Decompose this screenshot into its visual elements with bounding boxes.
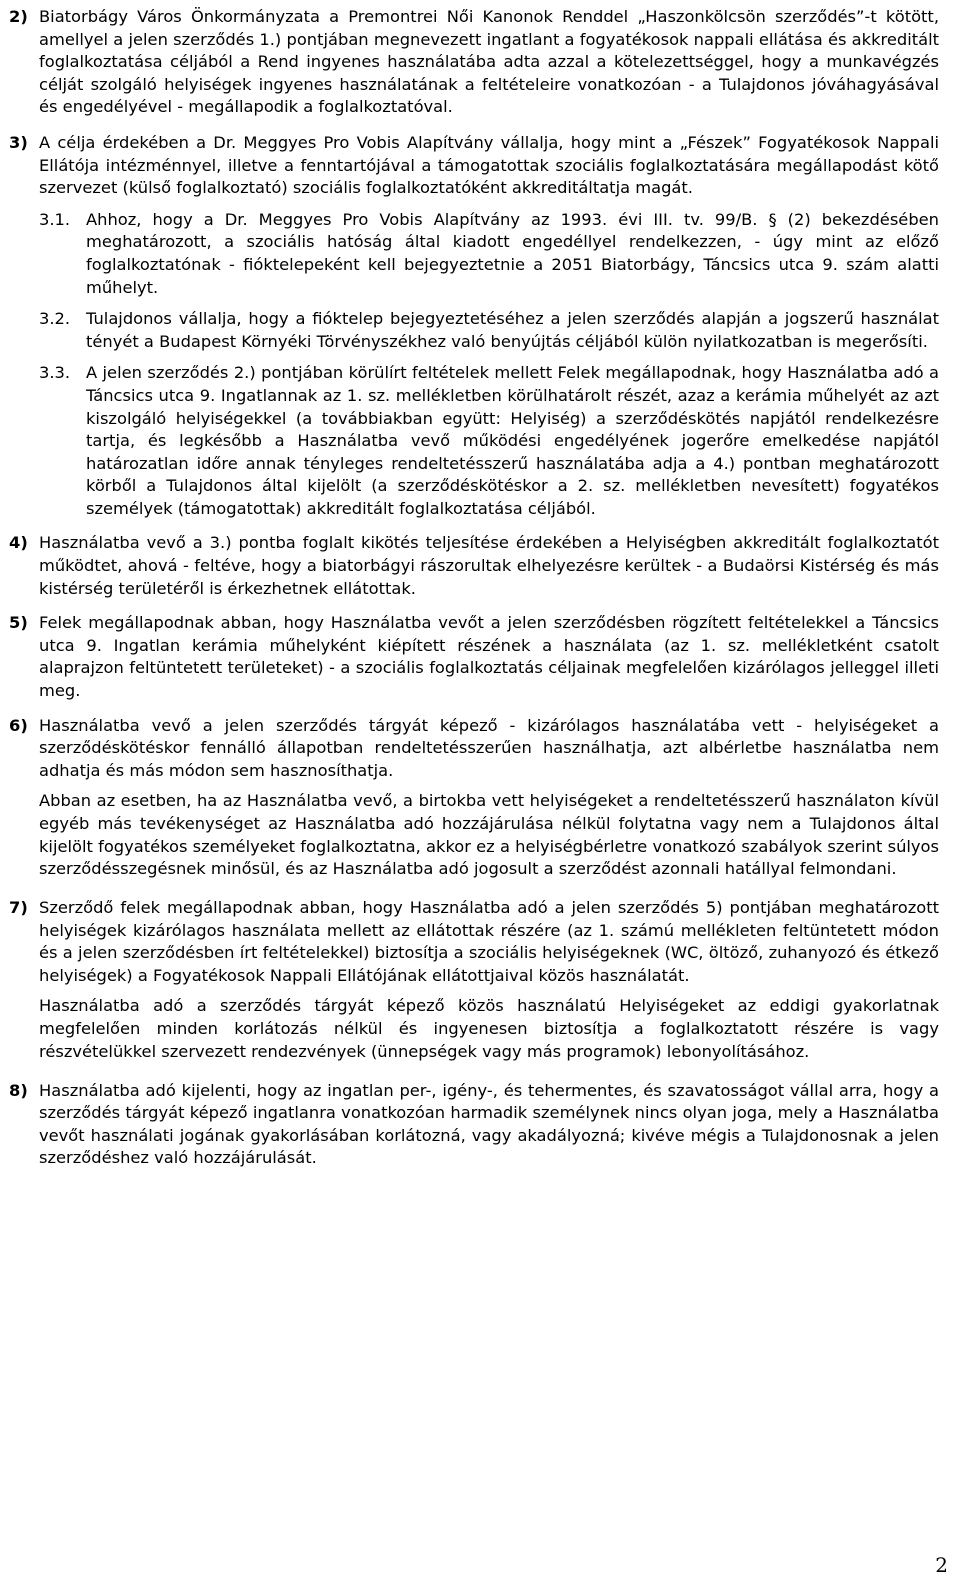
section-2 — [9, 6, 939, 119]
subsection-number: 3.2. — [39, 309, 71, 329]
section-6 — [9, 715, 939, 783]
section-text: Használatba adó kijelenti, hogy az ingatlan per-, igény-, és tehermentes, és szavatosságot vállal arra, hogy a szerződés tárgyát képező ingatlanra vonatkozóan harmadik személynek nincs olyan joga, mely a Használatba vevőt használati jogának gyakorlásában korlátozná, vagy akadályozná; kivéve mégis a Tulajdonosnak a jelen szerződéshez való hozzájárulását. — [39, 1080, 939, 1168]
section-4 — [9, 532, 939, 600]
section-number: 5) — [9, 613, 28, 633]
section-text: Használatba vevő a jelen szerződés tárgyát képező - kizárólagos használatába vett - helyiségeket a szerződéskötéskor fennálló állapotban rendeltetésszerűen használhatja, azt albérletbe használatba nem adhatja és más módon sem hasznosíthatja. — [39, 715, 939, 780]
section-text: Használatba vevő a 3.) pontba foglalt kikötés teljesítése érdekében a Helyiségben akkreditált foglalkoztatót működtet, ahová - feltéve, hogy a biatorbágyi rászorultak elhelyezésre kerültek - a Budaörsi Kistérség és más kistérség területéről is érkezhetnek ellátottak. — [39, 533, 939, 598]
section-6-paragraph-2: Abban az esetben, ha az Használatba vevő, a birtokba vett helyiségeket a rendeltetésszerű használaton kívül egyéb más tevékenységet az Használatba adó hozzájárulása nélkül folytatna vagy nem a Tulajdonos által kijelölt fogyatékos személyeket foglalkoztatna, akkor ez a helyiségbérletre vonatkozó szabályok szerint súlyos szerződésszegésnek minősül, és az Használatba adó jogosult a szerződést azonnali hatállyal felmondani. — [39, 791, 939, 879]
subsection-number: 3.3. — [39, 363, 71, 383]
subsection-3-3 — [39, 362, 939, 520]
section-text: A célja érdekében a Dr. Meggyes Pro Vobis Alapítvány vállalja, hogy mint a „Fészek” Fogyatékosok Nappali Ellátója intézménnyel, illetve a fenntartójával a támogatottak szociális foglalkoztatására megállapodást kötő szervezet (külső foglalkoztató) szociális foglalkoztatóként akkreditáltatja magát. — [39, 132, 939, 198]
section-7-paragraph-2: Használatba adó a szerződés tárgyát képező közös használatú Helyiségeket az eddigi gyakorlatnak megfelelően minden korlátozás nélkül és ingyenesen biztosítja a foglalkoztatott részére is vagy részvételükkel szervezett rendezvények (ünnepségek vagy más programok) lebonyolításához. — [39, 996, 939, 1061]
section-5 — [9, 612, 939, 702]
section-8 — [9, 1080, 939, 1170]
subsection-3-1 — [39, 209, 939, 299]
section-7 — [9, 897, 939, 987]
section-number: 3) — [9, 132, 28, 152]
section-text: Szerződő felek megállapodnak abban, hogy Használatba adó a jelen szerződés 5) pontjában meghatározott helyiségek kizárólagos használata mellett az ellátottak részére (az 1. számú mellékleten feltüntetett módon és a jelen szerződésben írt feltételekkel) biztosítja a szociális helyiségeknek (WC, öltöző, zuhanyozó és étkező helyiségek) a Fogyatékosok Nappali Ellátójának ellátottjaival közös használatát. — [39, 898, 939, 985]
subsection-text: A jelen szerződés 2.) pontjában körülírt feltételek mellett Felek megállapodnak, hogy Használatba adó a Táncsics utca 9. Ingatlannak az 1. sz. mellékletben körülhatárolt részét, azaz a kerámia műhelyét az azt kiszolgáló helyiségekkel (a továbbiakban együtt: Helyiség) a szerződéskötés napjától rendelkezésre tartja, és legkésőbb a Használatba vevő működési engedélyének jogerőre emelkedése napjától határozatlan időre annak tényleges rendeltetésszerű használatába adja a 4.) pontban meghatározott körből a Tulajdonos által kijelölt (a szerződéskötéskor a 2. sz. mellékletben nevesített) fogyatékos személyek (támogatottak) akkreditált foglalkoztatása céljából. — [86, 363, 939, 518]
subsection-3-2 — [39, 308, 939, 353]
section-number: 8) — [9, 1080, 28, 1100]
document-page — [9, 6, 939, 1170]
section-text: Felek megállapodnak abban, hogy Használatba vevőt a jelen szerződésben rögzített feltételekkel a Táncsics utca 9. Ingatlan kerámia műhelyként kiépített részének a használata (az 1. sz. mellékletként csatolt alaprajzon feltüntetett területeket) - a szociális foglalkoztatás céljainak megfelelően kizárólagos jelleggel illeti meg. — [39, 613, 939, 701]
section-number: 2) — [9, 7, 28, 26]
section-number: 6) — [9, 715, 28, 735]
subsection-number: 3.1. — [39, 209, 71, 229]
subsection-text: Tulajdonos vállalja, hogy a fióktelep bejegyeztetéséhez a jelen szerződés alapján a jogszerű használat tényét a Budapest Környéki Törvényszékhez való benyújtás céljából külön nyilatkozatban is megerősíti. — [86, 309, 939, 351]
section-number: 7) — [9, 898, 28, 918]
section-number: 4) — [9, 533, 28, 553]
page-number: 2 — [935, 1553, 948, 1577]
subsection-text: Ahhoz, hogy a Dr. Meggyes Pro Vobis Alapítvány az 1993. évi III. tv. 99/B. § (2) bekezdésében meghatározott, a szociális hatóság által kiadott engedéllyel rendelkezzen, - úgy mint az előző foglalkoztatónak - fióktelepeként kell bejegyeztetnie a 2051 Biatorbágy, Táncsics utca 9. szám alatti műhelyt. — [86, 209, 939, 297]
section-3 — [9, 132, 939, 200]
section-text: Biatorbágy Város Önkormányzata a Premontrei Női Kanonok Renddel „Haszonkölcsön szerződés”-t kötött, amellyel a jelen szerződés 1.) pontjában megnevezett ingatlant a fogyatékosok nappali ellátása és akkreditált foglalkoztatása céljából a Rend ingyenes használatába adta azzal a kötelezettséggel, hogy a munkavégzés célját szolgáló helyiségek ingyenes használatának a feltételeire vonatkozóan - a Tulajdonos jóváhagyásával és engedélyével - megállapodik a foglalkoztatóval. — [39, 7, 939, 117]
